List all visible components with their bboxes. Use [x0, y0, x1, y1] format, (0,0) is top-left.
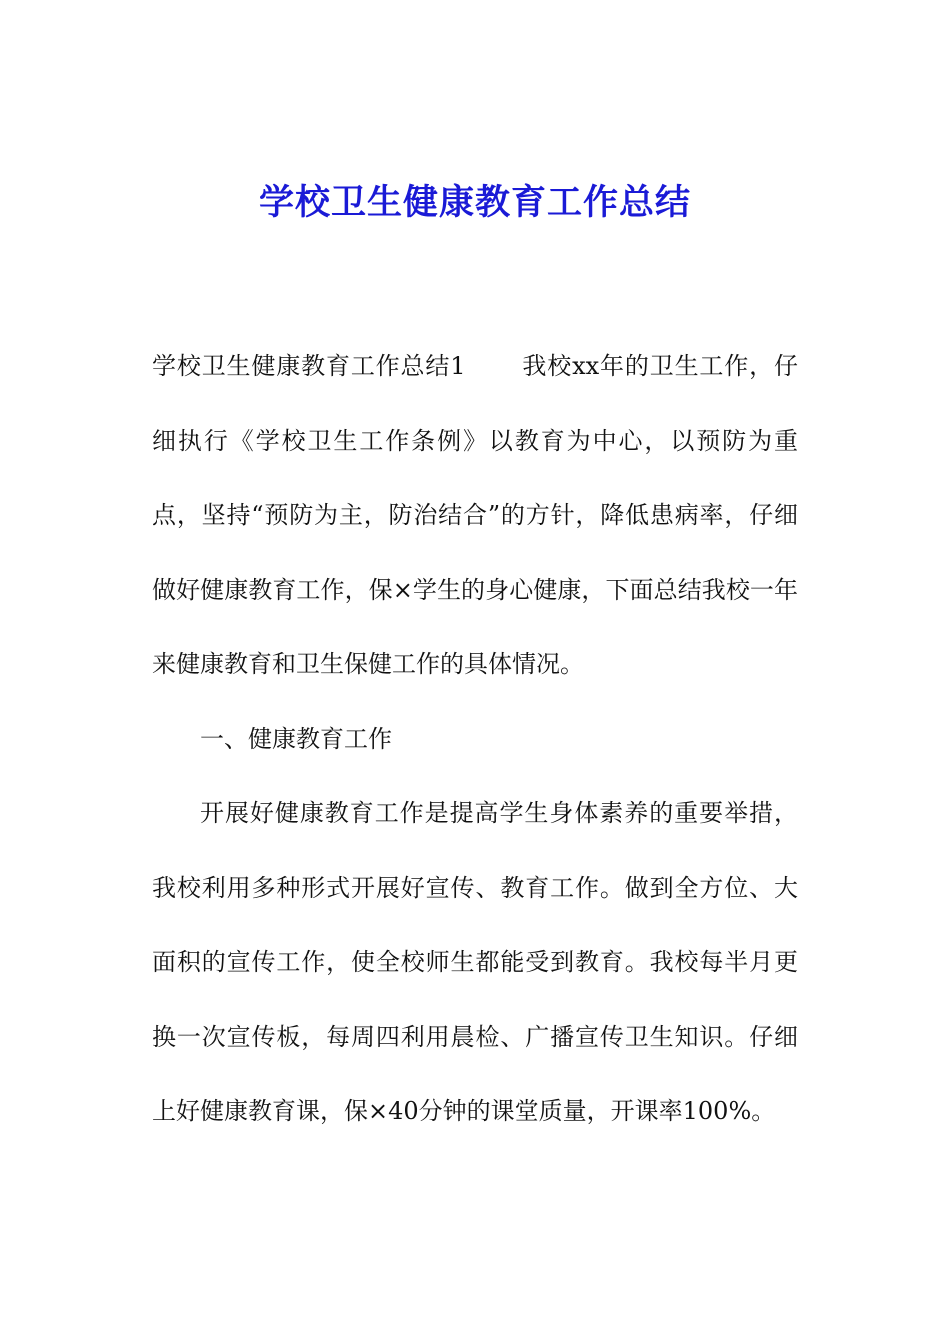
intro-paragraph-text: 我校xx年的卫生工作，仔细执行《学校卫生工作条例》以教育为中心，以预防为重点，坚持“预防为主，防治结合”的方针，降低患病率，仔细做好健康教育工作，保×学生的身心健康，下面总结我校一年来健康教育和卫生保健工作的具体情况。	[152, 352, 798, 678]
section-heading: 一、健康教育工作	[200, 724, 392, 753]
section-paragraph: 开展好健康教育工作是提高学生身体素养的重要举措，我校利用多种形式开展好宣传、教育工作。做到全方位、大面积的宣传工作，使全校师生都能受到教育。我校每半月更换一次宣传板，每周四利用晨检、广播宣传卫生知识。仔细上好健康教育课，保×40分钟的课堂质量，开课率100%。	[152, 799, 798, 1125]
document-title: 学校卫生健康教育工作总结	[258, 183, 691, 223]
summary-heading: 学校卫生健康教育工作总结1	[152, 352, 466, 380]
intro-paragraph	[152, 329, 798, 702]
document-body	[152, 329, 798, 1149]
